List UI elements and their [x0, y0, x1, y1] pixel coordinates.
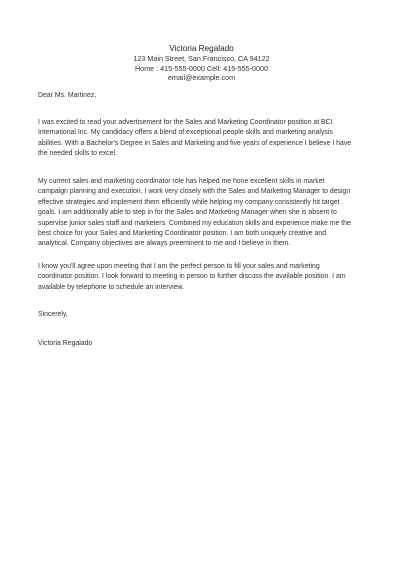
paragraph-line: International Inc. My candidacy offers a blend of exceptional people skills and marketing analysis [38, 129, 333, 137]
paragraph-line: coordinator position. I look forward to meeting in person to further discuss the available position. I am [38, 273, 346, 281]
paragraph-line: available by telephone to schedule an interview. [38, 283, 184, 291]
paragraph-line: supervise junior sales staff and marketers. Combined my education skills and experience make me the [38, 219, 351, 227]
paragraph-line: best choice for your Sales and Marketing Coordinator position. I am both uniquely creative and [38, 230, 327, 238]
paragraph-line: My current sales and marketing coordinator role has helped me hone excellent skills in market [38, 178, 325, 185]
salutation [38, 91, 368, 101]
sender-address: 123 Main Street, San Francisco, CA 94122 [133, 54, 270, 63]
letter-header [0, 44, 403, 83]
paragraph-line: campaign planning and execution. I work very closely with the Sales and Marketing Manager to design [38, 188, 351, 196]
paragraph-line: goals. I am additionally able to step in for the Sales and Marketing Manager when she is absent to [38, 209, 337, 217]
signature-name: Victoria Regalado [38, 340, 93, 347]
sender-email: email@example.com [167, 73, 236, 83]
paragraph-line: analytical. Company objectives are always preeminent to me and I believe in them. [38, 240, 291, 248]
paragraph-line: abilities. With a Bachelor's Degree in Sales and Marketing and five years of experience I believe I have [38, 139, 352, 147]
paragraph-3 [38, 262, 368, 293]
closing-text: Sincerely, [38, 311, 68, 318]
closing [38, 310, 368, 320]
paragraph-2 [38, 177, 368, 250]
paragraph-1 [38, 118, 368, 160]
paragraph-line: I was excited to read your advertisement for the Sales and Marketing Coordinator position at BCI [38, 119, 333, 126]
signature [38, 339, 368, 349]
salutation-text: Dear Ms. Martinez, [38, 92, 97, 99]
paragraph-line: effective strategies and implement them efficiently while helping my company consistently hit target [38, 198, 340, 206]
paragraph-line: I know you'll agree upon meeting that I am the perfect person to fill your sales and marketing [38, 263, 320, 270]
sender-phones: Home : 415-555-0000 Cell: 415-555-0000 [134, 63, 269, 73]
sender-name: Victoria Regalado [169, 44, 234, 53]
paragraph-line: the needed skills to excel. [38, 150, 117, 158]
